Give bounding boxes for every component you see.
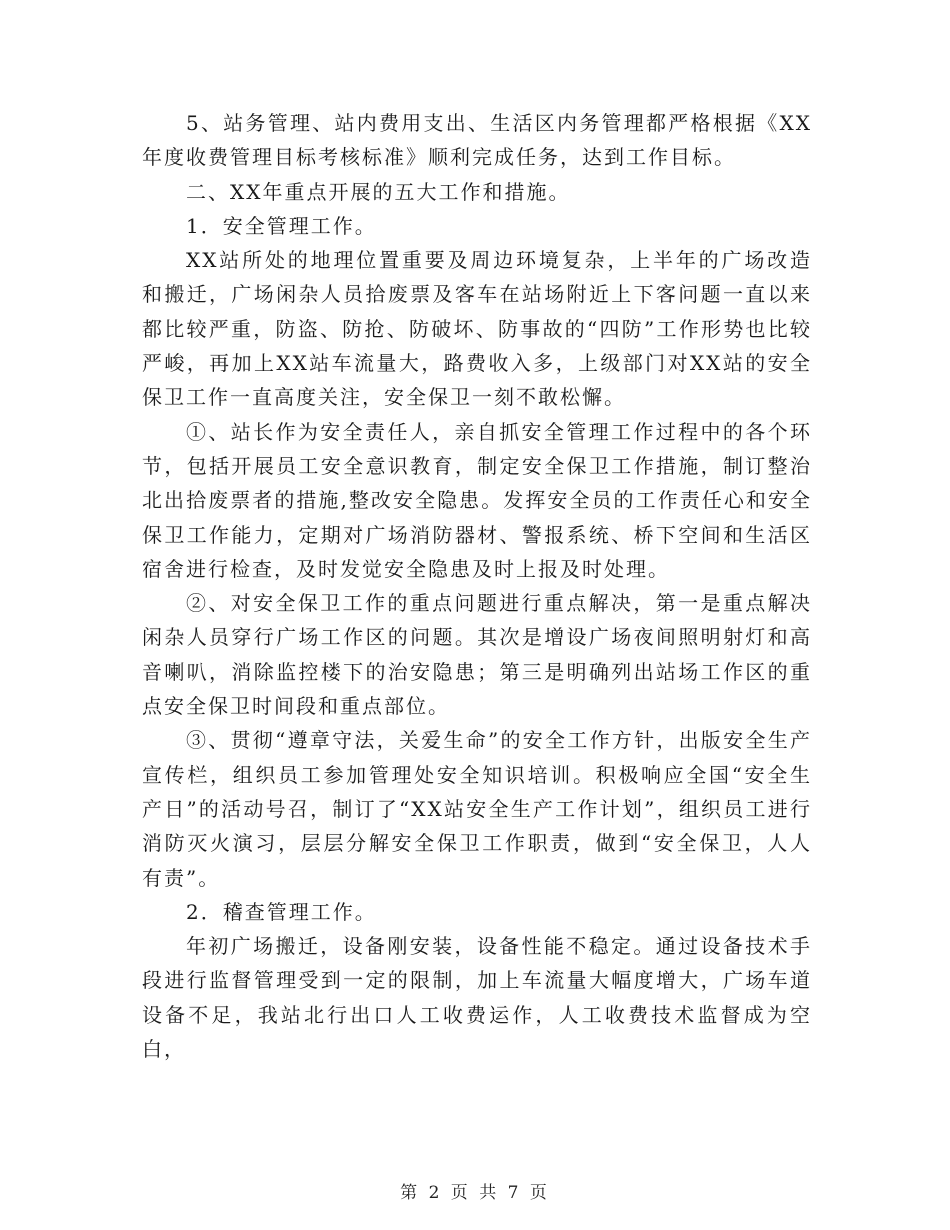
paragraph-point-3: ③、贯彻“遵章守法，关爱生命”的安全工作方针，出版安全生产宣传栏，组织员工参加管理处安全知识培训。积极响应全国“安全生产日”的活动号召，制订了“XX站安全生产工作计划”，组织员工进行消防灭火演习，层层分解安全保卫工作职责，做到“安全保卫，人人有责”。: [142, 728, 812, 890]
document-body: [142, 106, 812, 1066]
paragraph-inspection: 年初广场搬迁，设备刚安装，设备性能不稳定。通过设备技术手段进行监督管理受到一定的限制，加上车流量大幅度增大，广场车道设备不足，我站北行出口人工收费运作，人工收费技术监督成为空白，: [142, 934, 812, 1062]
subheading-inspection-management: 2．稽查管理工作。: [186, 899, 377, 924]
paragraph-station-situation: XX站所处的地理位置重要及周边环境复杂，上半年的广场改造和搬迁，广场闲杂人员拾废票及客车在站场附近上下客问题一直以来都比较严重，防盗、防抢、防破坏、防事故的“四防”工作形势也比较严峻，再加上XX站车流量大，路费收入多，上级部门对XX站的安全保卫工作一直高度关注，安全保卫一刻不敢松懈。: [142, 248, 812, 410]
subheading-safety-management: 1．安全管理工作。: [186, 213, 377, 238]
section-heading-two: 二、XX年重点开展的五大工作和措施。: [186, 179, 571, 204]
paragraph-point-1: ①、站长作为安全责任人，亲自抓安全管理工作过程中的各个环节，包括开展员工安全意识教育，制定安全保卫工作措施，制订整治北出拾废票者的措施,整改安全隐患。发挥安全员的工作责任心和安全保卫工作能力，定期对广场消防器材、警报系统、桥下空间和生活区宿舍进行检查，及时发觉安全隐患及时上报及时处理。: [142, 419, 812, 581]
page-footer: 第 2 页 共 7 页: [400, 1183, 550, 1203]
paragraph-item-5: 5、站务管理、站内费用支出、生活区内务管理都严格根据《XX年度收费管理目标考核标准》顺利完成任务，达到工作目标。: [142, 111, 812, 170]
paragraph-point-2: ②、对安全保卫工作的重点问题进行重点解决，第一是重点解决闲杂人员穿行广场工作区的问题。其次是增设广场夜间照明射灯和高音喇叭，消除监控楼下的治安隐患；第三是明确列出站场工作区的重点安全保卫时间段和重点部位。: [142, 591, 812, 719]
